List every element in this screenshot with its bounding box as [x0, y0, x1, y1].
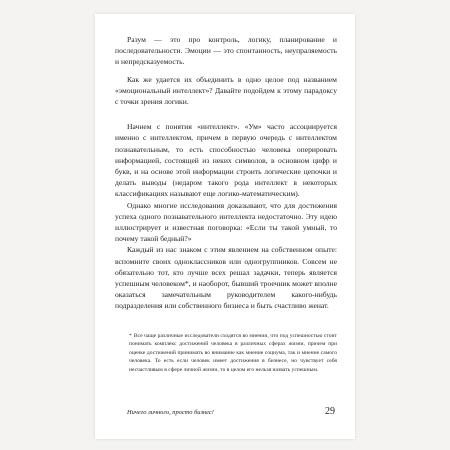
paragraph: Каждый из нас знаком с этим явлением на собственном опыте: вспомните своих одноклассников или одногруппников. Совсем не обязательно тот, кто лучше всех решал задачки, теперь является успешным человеком*, и наоборот, бывший троечник может вполне оказаться замечательным руководителем какого-нибудь подразделения или собственного бизнеса и быть счастливо женат.	[115, 245, 337, 311]
footnote-text: Все чаще различные исследователи сходятся во мнении, что под успешностью стоит понимать комплекс достижений человека в различных сферах жизни, причем при оценке достижений принимать во внимание как мнение социума, так и мнение самого человека. То есть если человек имеет достижения в бизнесе, но чувствует себя несчастливым в сфере личной жизни, то в целом его нельзя назвать успешным.	[129, 333, 337, 373]
paragraph: Однако многие исследования доказывают, что для достижения успеха одного познавательного интеллекта недостаточно. Эту идею иллюстрирует и известная поговорка: «Если ты такой умный, то почему такой бедный?»	[115, 200, 337, 244]
book-page	[95, 14, 355, 439]
main-text	[115, 34, 337, 312]
footnote-marker: *	[129, 333, 132, 339]
paragraph: Начнем с понятия «интеллект». «Ум» часто ассоциируется именно с интеллектом, причем в первую очередь с интеллектом познавательным, то есть способностью человека оперировать информацией, состоящей из неких символов, в основном цифр и букв, и на основе этой информации строить логические цепочки и делать выводы (недаром такого рода интеллект в некоторых классификациях называют еще логико-математическим).	[115, 122, 337, 199]
running-title: Ничего личного, просто бизнес!	[127, 409, 214, 416]
footnote	[129, 332, 337, 374]
paragraph: Разум — это про контроль, логику, планирование и последовательности. Эмоции — это спонтанность, неупраляемость и непредсказуемость.	[115, 35, 337, 67]
paragraph: Как же удается их объединить в одно целое под названием «эмоциональный интеллект»? Давайте подойдем к этому парадоксу с точки зрения логики.	[115, 74, 337, 107]
page-number: 29	[325, 406, 335, 417]
